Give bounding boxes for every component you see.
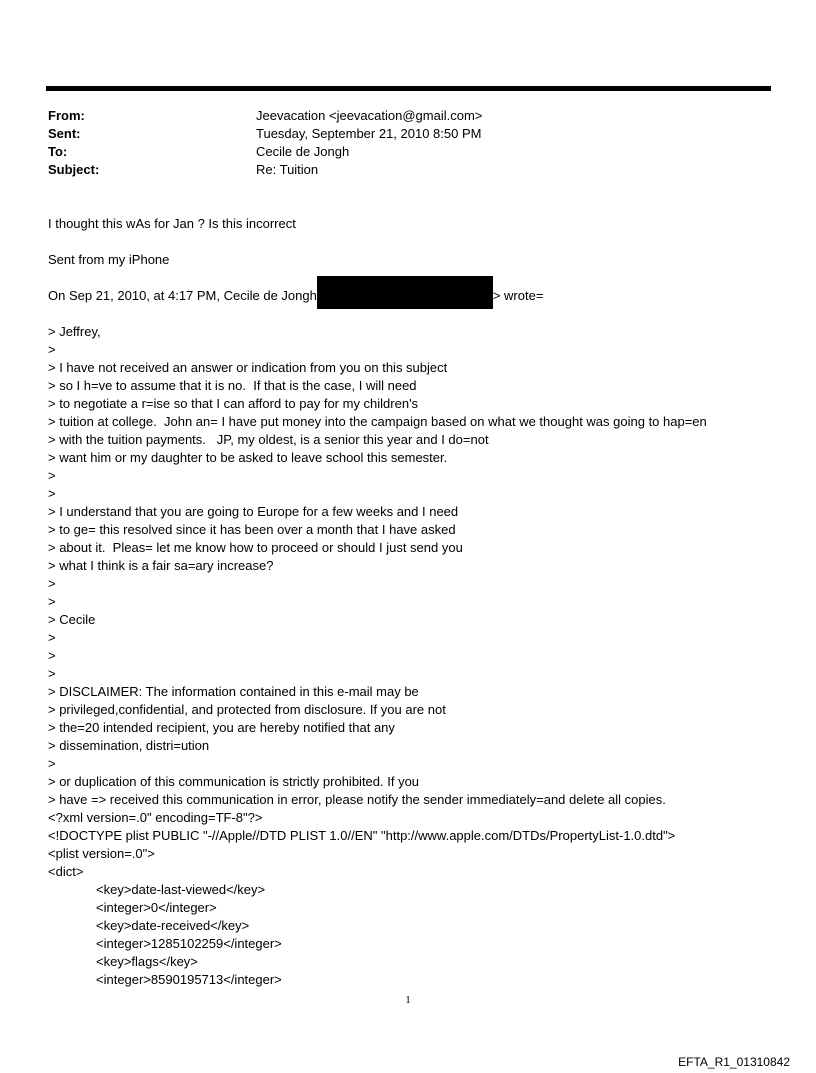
- xml-line: <integer>1285102259</integer>: [96, 936, 282, 951]
- to-label: To:: [48, 144, 68, 159]
- quoted-line: > privileged,confidential, and protected from disclosure. If you are not: [48, 702, 446, 717]
- to-row: [48, 143, 748, 161]
- sent-value: Tuesday, September 21, 2010 8:50 PM: [256, 126, 482, 141]
- quoted-line: > what I think is a fair sa=ary increase?: [48, 558, 274, 573]
- quoted-line: > tuition at college. John an= I have put money into the campaign based on what we thought was going to hap=en: [48, 414, 707, 429]
- quoted-line: >: [48, 342, 56, 357]
- attribution-suffix: > wrote=: [492, 288, 544, 303]
- quoted-line: > about it. Pleas= let me know how to proceed or should I just send you: [48, 540, 463, 555]
- quoted-line: > Cecile: [48, 612, 96, 627]
- xml-line: <integer>8590195713</integer>: [96, 972, 282, 987]
- xml-dict-content: [48, 881, 788, 989]
- quoted-line: > Jeffrey,: [48, 324, 101, 339]
- quoted-line: >: [48, 468, 56, 483]
- quoted-line: >: [48, 666, 56, 681]
- sent-row: [48, 125, 748, 143]
- quoted-line: > so I h=ve to assume that it is no. If that is the case, I will need: [48, 378, 417, 393]
- quoted-line: > I have not received an answer or indication from you on this subject: [48, 360, 448, 375]
- quoted-line: > have => received this communication in error, please notify the sender immediately=and delete all copies.: [48, 792, 666, 807]
- xml-block: [48, 809, 788, 881]
- page-number: 1: [405, 994, 411, 1006]
- xml-line: <plist version=.0">: [48, 846, 155, 861]
- attribution-prefix: On Sep 21, 2010, at 4:17 PM, Cecile de Jongh: [48, 288, 317, 303]
- quoted-line: > I understand that you are going to Europe for a few weeks and I need: [48, 504, 459, 519]
- redaction-box: [317, 276, 493, 309]
- quoted-line: >: [48, 486, 56, 501]
- signature: Sent from my iPhone: [48, 252, 170, 267]
- xml-line: <!DOCTYPE plist PUBLIC "-//Apple//DTD PLIST 1.0//EN" "http://www.apple.com/DTDs/PropertyList-1.0.dtd">: [48, 828, 676, 843]
- subject-value: Re: Tuition: [256, 162, 319, 177]
- subject-row: [48, 161, 748, 179]
- quoted-message: [48, 323, 788, 809]
- quoted-line: > dissemination, distri=ution: [48, 738, 210, 753]
- quoted-line: >: [48, 630, 56, 645]
- quoted-line: > to ge= this resolved since it has been over a month that I have asked: [48, 522, 456, 537]
- quoted-line: > want him or my daughter to be asked to leave school this semester.: [48, 450, 448, 465]
- quoted-line: > the=20 intended recipient, you are hereby notified that any: [48, 720, 395, 735]
- xml-line: <?xml version=.0" encoding=TF-8"?>: [48, 810, 263, 825]
- from-label: From:: [48, 108, 85, 123]
- quoted-line: >: [48, 648, 56, 663]
- quoted-line: > or duplication of this communication is strictly prohibited. If you: [48, 774, 420, 789]
- header-divider: [46, 86, 771, 91]
- from-value: Jeevacation <jeevacation@gmail.com>: [256, 108, 483, 123]
- subject-label: Subject:: [48, 162, 100, 177]
- xml-line: <integer>0</integer>: [96, 900, 217, 915]
- email-header: [48, 107, 748, 179]
- quoted-line: >: [48, 594, 56, 609]
- xml-line: <dict>: [48, 864, 84, 879]
- document-id: EFTA_R1_01310842: [678, 1055, 790, 1069]
- xml-line: <key>date-received</key>: [96, 918, 250, 933]
- reply-text: I thought this wAs for Jan ? Is this incorrect: [48, 216, 296, 231]
- email-body: [48, 215, 788, 989]
- xml-line: <key>flags</key>: [96, 954, 198, 969]
- quoted-line: >: [48, 576, 56, 591]
- quoted-line: > with the tuition payments. JP, my oldest, is a senior this year and I do=not: [48, 432, 489, 447]
- sent-label: Sent:: [48, 126, 81, 141]
- quoted-line: > to negotiate a r=ise so that I can afford to pay for my children's: [48, 396, 419, 411]
- to-value: Cecile de Jongh: [256, 144, 350, 159]
- quoted-line: >: [48, 756, 56, 771]
- from-row: [48, 107, 748, 125]
- xml-line: <key>date-last-viewed</key>: [96, 882, 266, 897]
- quoted-line: > DISCLAIMER: The information contained in this e-mail may be: [48, 684, 419, 699]
- quote-attribution: [48, 287, 788, 305]
